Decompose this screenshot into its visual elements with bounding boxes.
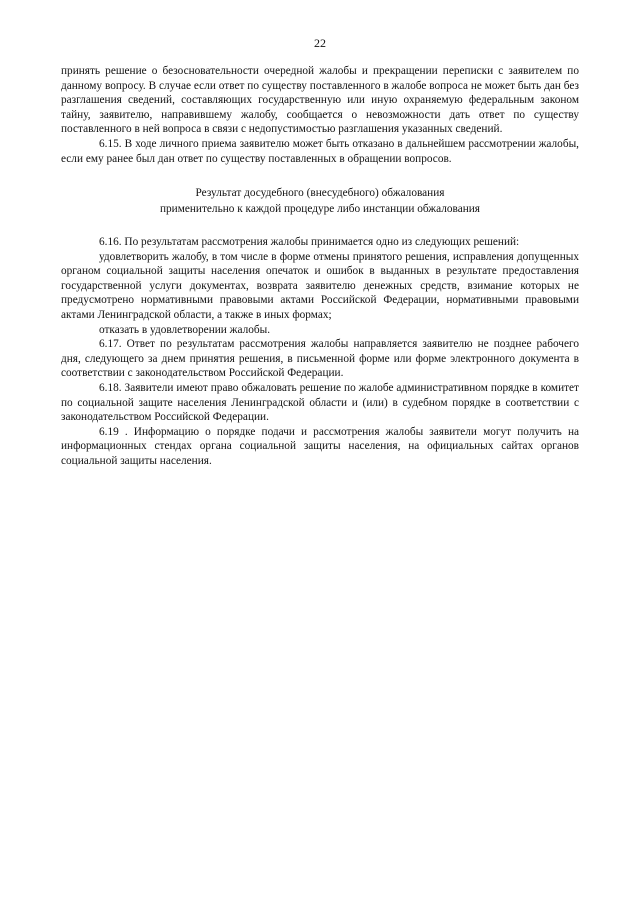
section-heading xyxy=(61,186,579,217)
paragraph-satisfy-complaint: удовлетворить жалобу, в том числе в форме отмены принятого решения, исправления допущенных органом социальной защиты населения опечаток и ошибок в выданных в результате предоставления государственной услуги документах, возврата заявителю денежных средств, взимание которых не предусмотрено нормативными правовыми актами Российской Федерации, нормативными правовыми актами Ленинградской области, а также в иных формах; xyxy=(61,250,579,321)
paragraph-6-17: 6.17. Ответ по результатам рассмотрения жалобы направляется заявителю не позднее рабочего дня, следующего за днем принятия решения, в письменной форме или форме электронного документа в соответствии с законодательством Российской Федерации. xyxy=(61,338,579,380)
paragraph-6-19: 6.19 . Информацию о порядке подачи и рассмотрения жалобы заявители могут получить на информационных стендах органа социальной защиты населения, на официальных сайтах органов социальной защиты населения. xyxy=(61,425,579,467)
page-number: 22 xyxy=(314,36,326,50)
paragraph-continuation: принять решение о безосновательности очередной жалобы и прекращении переписки с заявителем по данному вопросу. В случае если ответ по существу поставленного в жалобе вопроса не может быть дан без разглашения сведений, составляющих государственную или иную охраняемую федеральным законом тайну, заявителю, направившему жалобу, сообщается о невозможности дать ответ по существу поставленного в ней вопроса в связи с недопустимостью разглашения указанных сведений. xyxy=(61,65,579,136)
paragraph-6-16: 6.16. По результатам рассмотрения жалобы принимается одно из следующих решений: xyxy=(99,235,520,248)
section-heading-line-2: применительно к каждой процедуре либо инстанции обжалования xyxy=(159,202,480,215)
paragraph-6-15: 6.15. В ходе личного приема заявителю может быть отказано в дальнейшем рассмотрении жалобы, если ему ранее был дан ответ по существу поставленных в обращении вопросов. xyxy=(61,137,579,165)
paragraph-reject-complaint: отказать в удовлетворении жалобы. xyxy=(99,323,271,336)
document-body xyxy=(61,64,579,468)
section-heading-line-1: Результат досудебного (внесудебного) обжалования xyxy=(195,187,445,200)
paragraph-6-18: 6.18. Заявители имеют право обжаловать решение по жалобе административном порядке в комитет по социальной защите населения Ленинградской области и (или) в судебном порядке в соответствии с законодательством Российской Федерации. xyxy=(61,381,579,424)
